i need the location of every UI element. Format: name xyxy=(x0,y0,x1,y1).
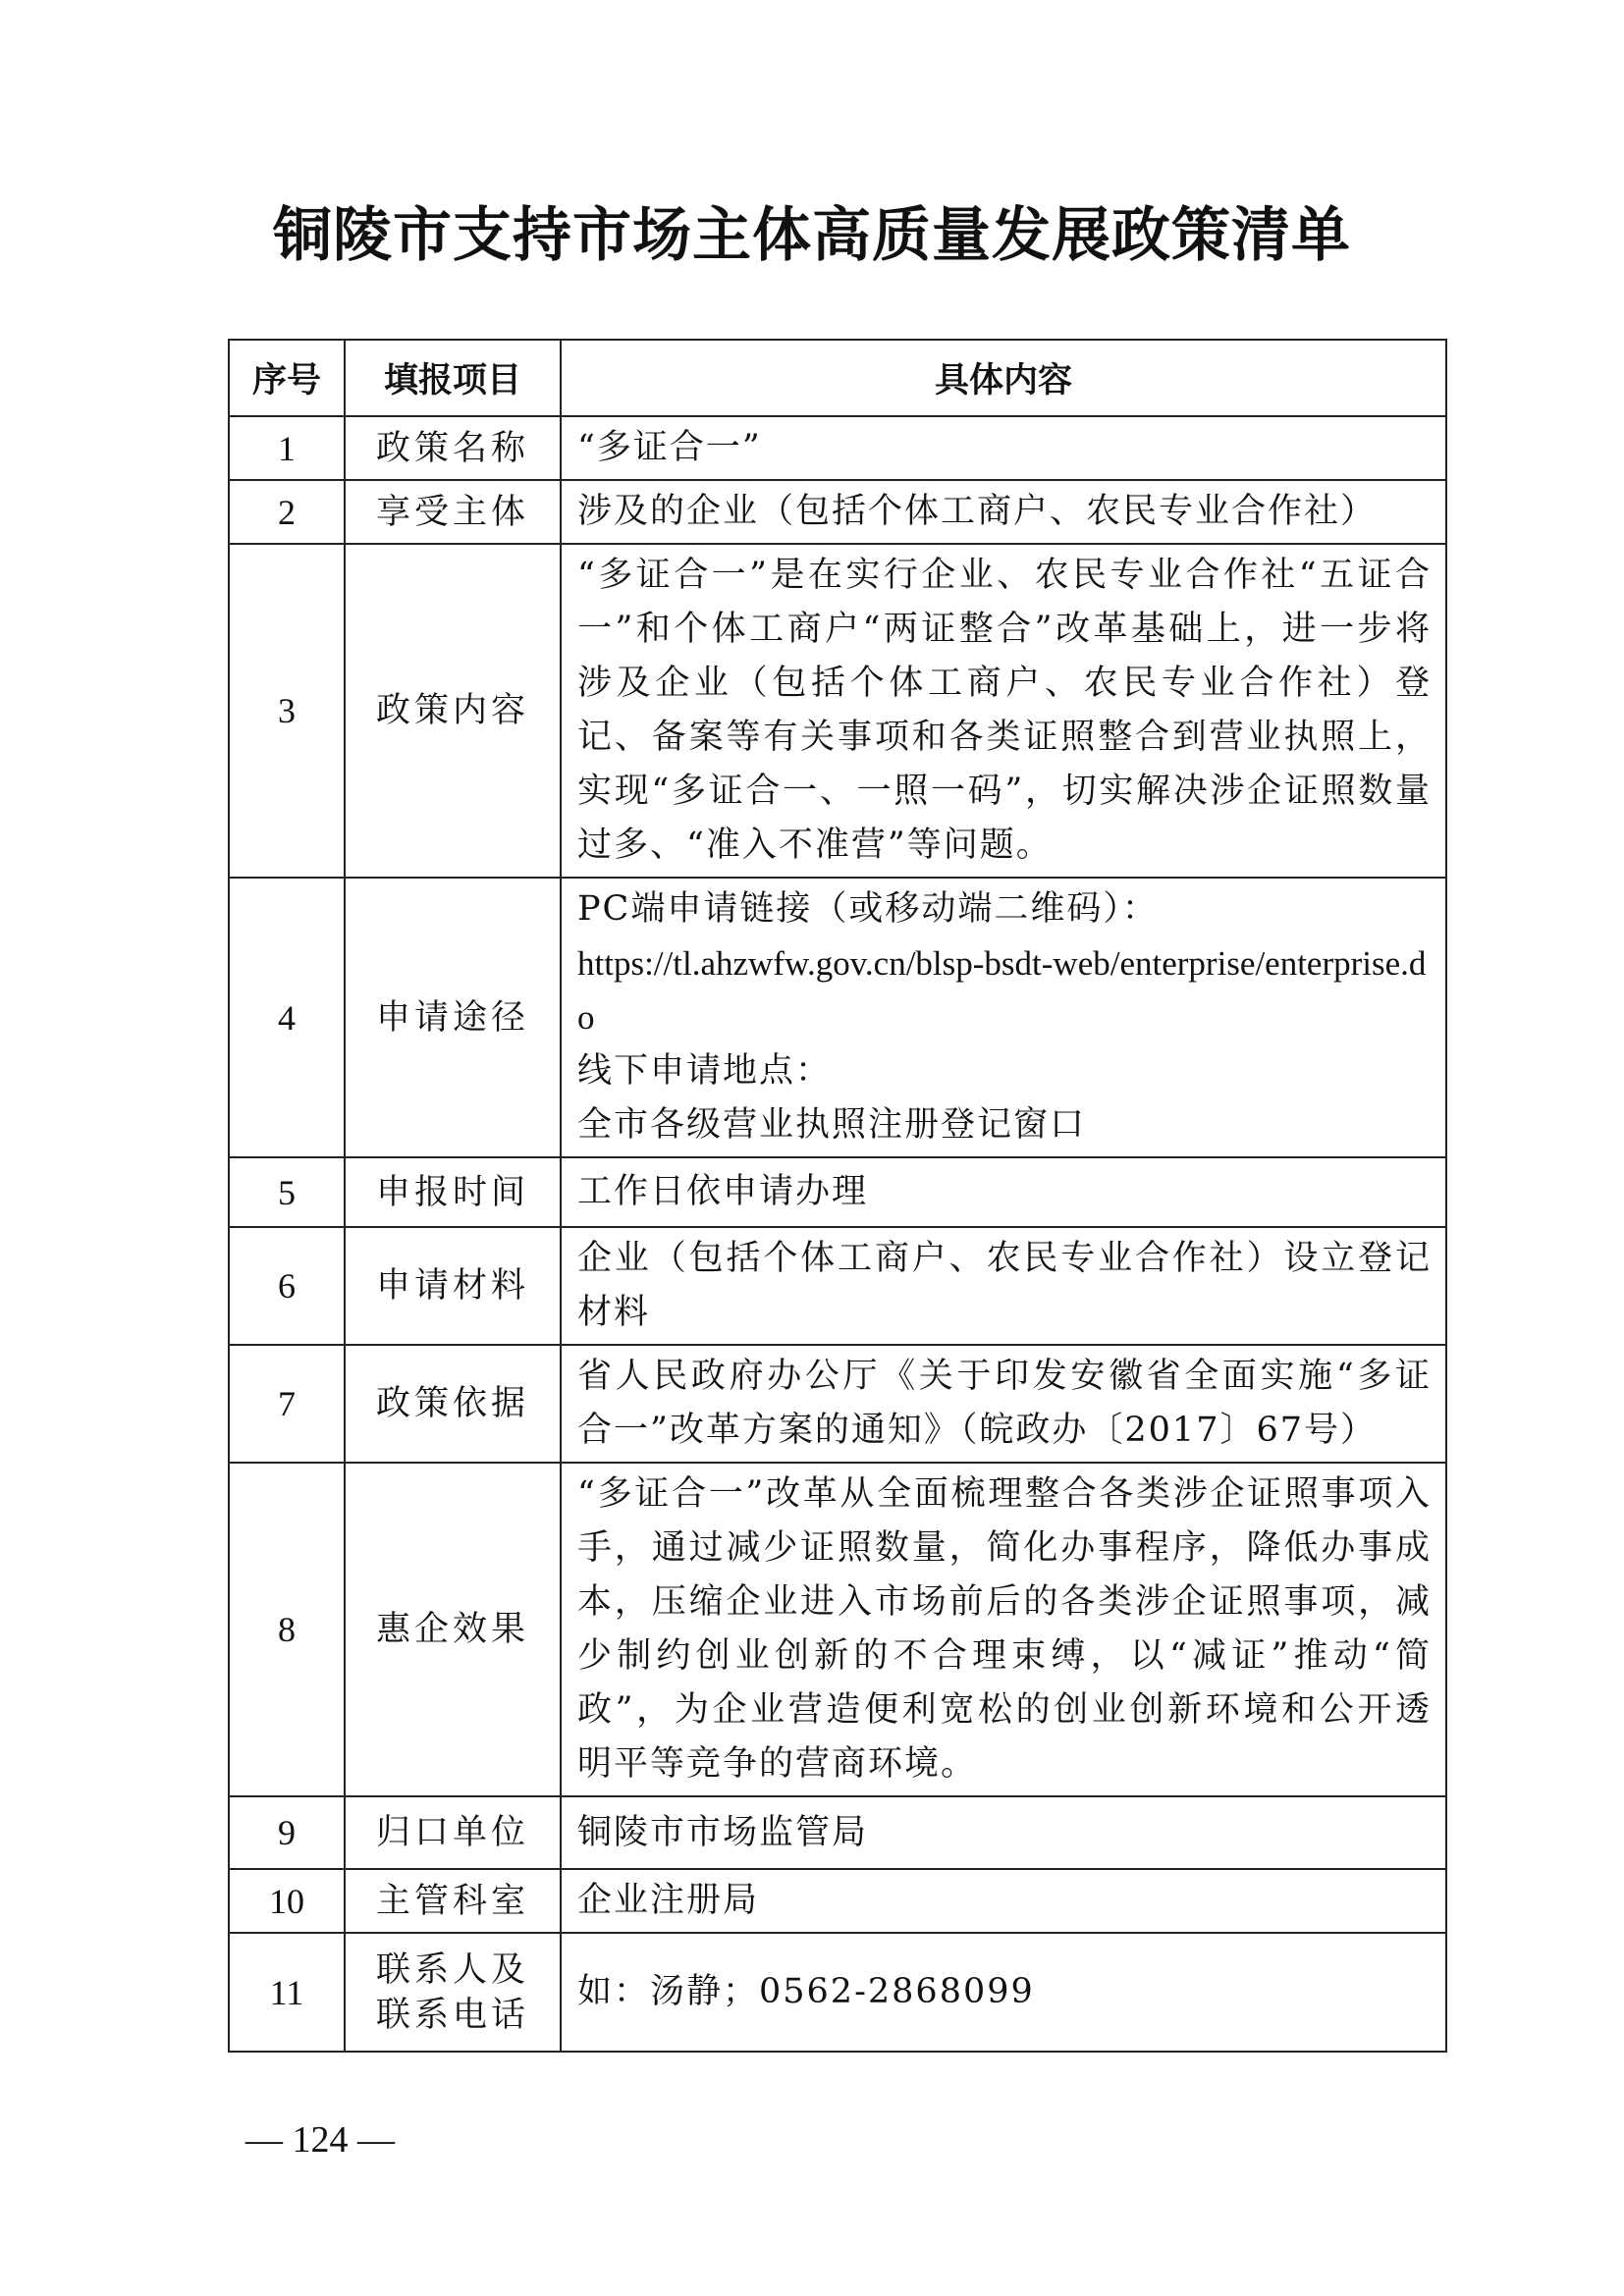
row-item: 归口单位 xyxy=(345,1796,561,1869)
content-line: 企业注册局 xyxy=(577,1881,760,1920)
content-line: “多证合一”是在实行企业、农民专业合作社“五证合一”和个体工商户“两证整合”改革基础上，进一步将涉及企业（包括个体工商户、农民专业合作社）登记、备案等有关事项和各类证照整合到营业执照上，实现“多证合一、一照一码”，切实解决涉企证照数量过多、“准入不准营”等问题。 xyxy=(577,556,1432,865)
row-item: 政策名称 xyxy=(345,416,561,480)
content-line: “多证合一”改革从全面梳理整合各类涉企证照事项入手，通过减少证照数量，简化办事程序，降低办事成本，压缩企业进入市场前后的各类涉企证照事项，减少制约创业创新的不合理束缚，以“减证”推动“简政”，为企业营造便利宽松的创业创新环境和公开透明平等竞争的营商环境。 xyxy=(577,1474,1432,1784)
table-header-row xyxy=(229,340,1446,416)
policy-table xyxy=(228,339,1447,2053)
table-row xyxy=(229,1933,1446,2052)
row-number: 1 xyxy=(229,416,345,480)
row-number: 4 xyxy=(229,878,345,1157)
row-item: 享受主体 xyxy=(345,480,561,544)
row-content xyxy=(561,1463,1446,1796)
row-number: 3 xyxy=(229,544,345,878)
table-row xyxy=(229,1157,1446,1227)
table-row xyxy=(229,1227,1446,1345)
content-line: 省人民政府办公厅《关于印发安徽省全面实施“多证合一”改革方案的通知》（皖政办〔2017〕67号） xyxy=(577,1357,1432,1450)
row-content xyxy=(561,1933,1446,2052)
row-item: 惠企效果 xyxy=(345,1463,561,1796)
row-content xyxy=(561,1796,1446,1869)
table-row xyxy=(229,1869,1446,1933)
header-content: 具体内容 xyxy=(561,340,1446,416)
content-line: 全市各级营业执照注册登记窗口 xyxy=(577,1105,1087,1145)
header-no: 序号 xyxy=(229,340,345,416)
document-title: 铜陵市支持市场主体高质量发展政策清单 xyxy=(273,201,1351,270)
table-row xyxy=(229,1345,1446,1463)
row-item: 主管科室 xyxy=(345,1869,561,1933)
content-line: 企业（包括个体工商户、农民专业合作社）设立登记材料 xyxy=(577,1239,1432,1332)
content-line: PC端申请链接（或移动端二维码）： xyxy=(577,889,1159,929)
row-item: 政策依据 xyxy=(345,1345,561,1463)
row-content xyxy=(561,1157,1446,1227)
row-item: 申请途径 xyxy=(345,878,561,1157)
row-number: 8 xyxy=(229,1463,345,1796)
content-line: 工作日依申请办理 xyxy=(577,1172,869,1211)
row-item: 申报时间 xyxy=(345,1157,561,1227)
table-row xyxy=(229,1796,1446,1869)
row-number: 6 xyxy=(229,1227,345,1345)
row-number: 5 xyxy=(229,1157,345,1227)
content-line: “多证合一” xyxy=(577,428,762,467)
row-content xyxy=(561,480,1446,544)
row-content xyxy=(561,1227,1446,1345)
row-content xyxy=(561,416,1446,480)
content-line: 如：汤静；0562-2868099 xyxy=(577,1972,1035,2011)
table-row xyxy=(229,1463,1446,1796)
content-line: 涉及的企业（包括个体工商户、农民专业合作社） xyxy=(577,492,1378,531)
table-row xyxy=(229,480,1446,544)
row-number: 10 xyxy=(229,1869,345,1933)
row-number: 7 xyxy=(229,1345,345,1463)
row-content xyxy=(561,878,1446,1157)
row-item: 联系人及联系电话 xyxy=(345,1933,561,2052)
header-item: 填报项目 xyxy=(345,340,561,416)
row-number: 9 xyxy=(229,1796,345,1869)
application-link[interactable]: https://tl.ahzwfw.gov.cn/blsp-bsdt-web/enterprise/enterprise.do xyxy=(577,944,1427,1037)
page-number: — 124 — xyxy=(245,2119,395,2161)
row-content xyxy=(561,1869,1446,1933)
content-line: 线下申请地点： xyxy=(577,1051,833,1091)
row-content xyxy=(561,544,1446,878)
row-content xyxy=(561,1345,1446,1463)
table-row xyxy=(229,416,1446,480)
table-row xyxy=(229,878,1446,1157)
row-item: 申请材料 xyxy=(345,1227,561,1345)
table-row xyxy=(229,544,1446,878)
row-item: 政策内容 xyxy=(345,544,561,878)
row-number: 2 xyxy=(229,480,345,544)
content-line: 铜陵市市场监管局 xyxy=(577,1812,869,1852)
row-number: 11 xyxy=(229,1933,345,2052)
